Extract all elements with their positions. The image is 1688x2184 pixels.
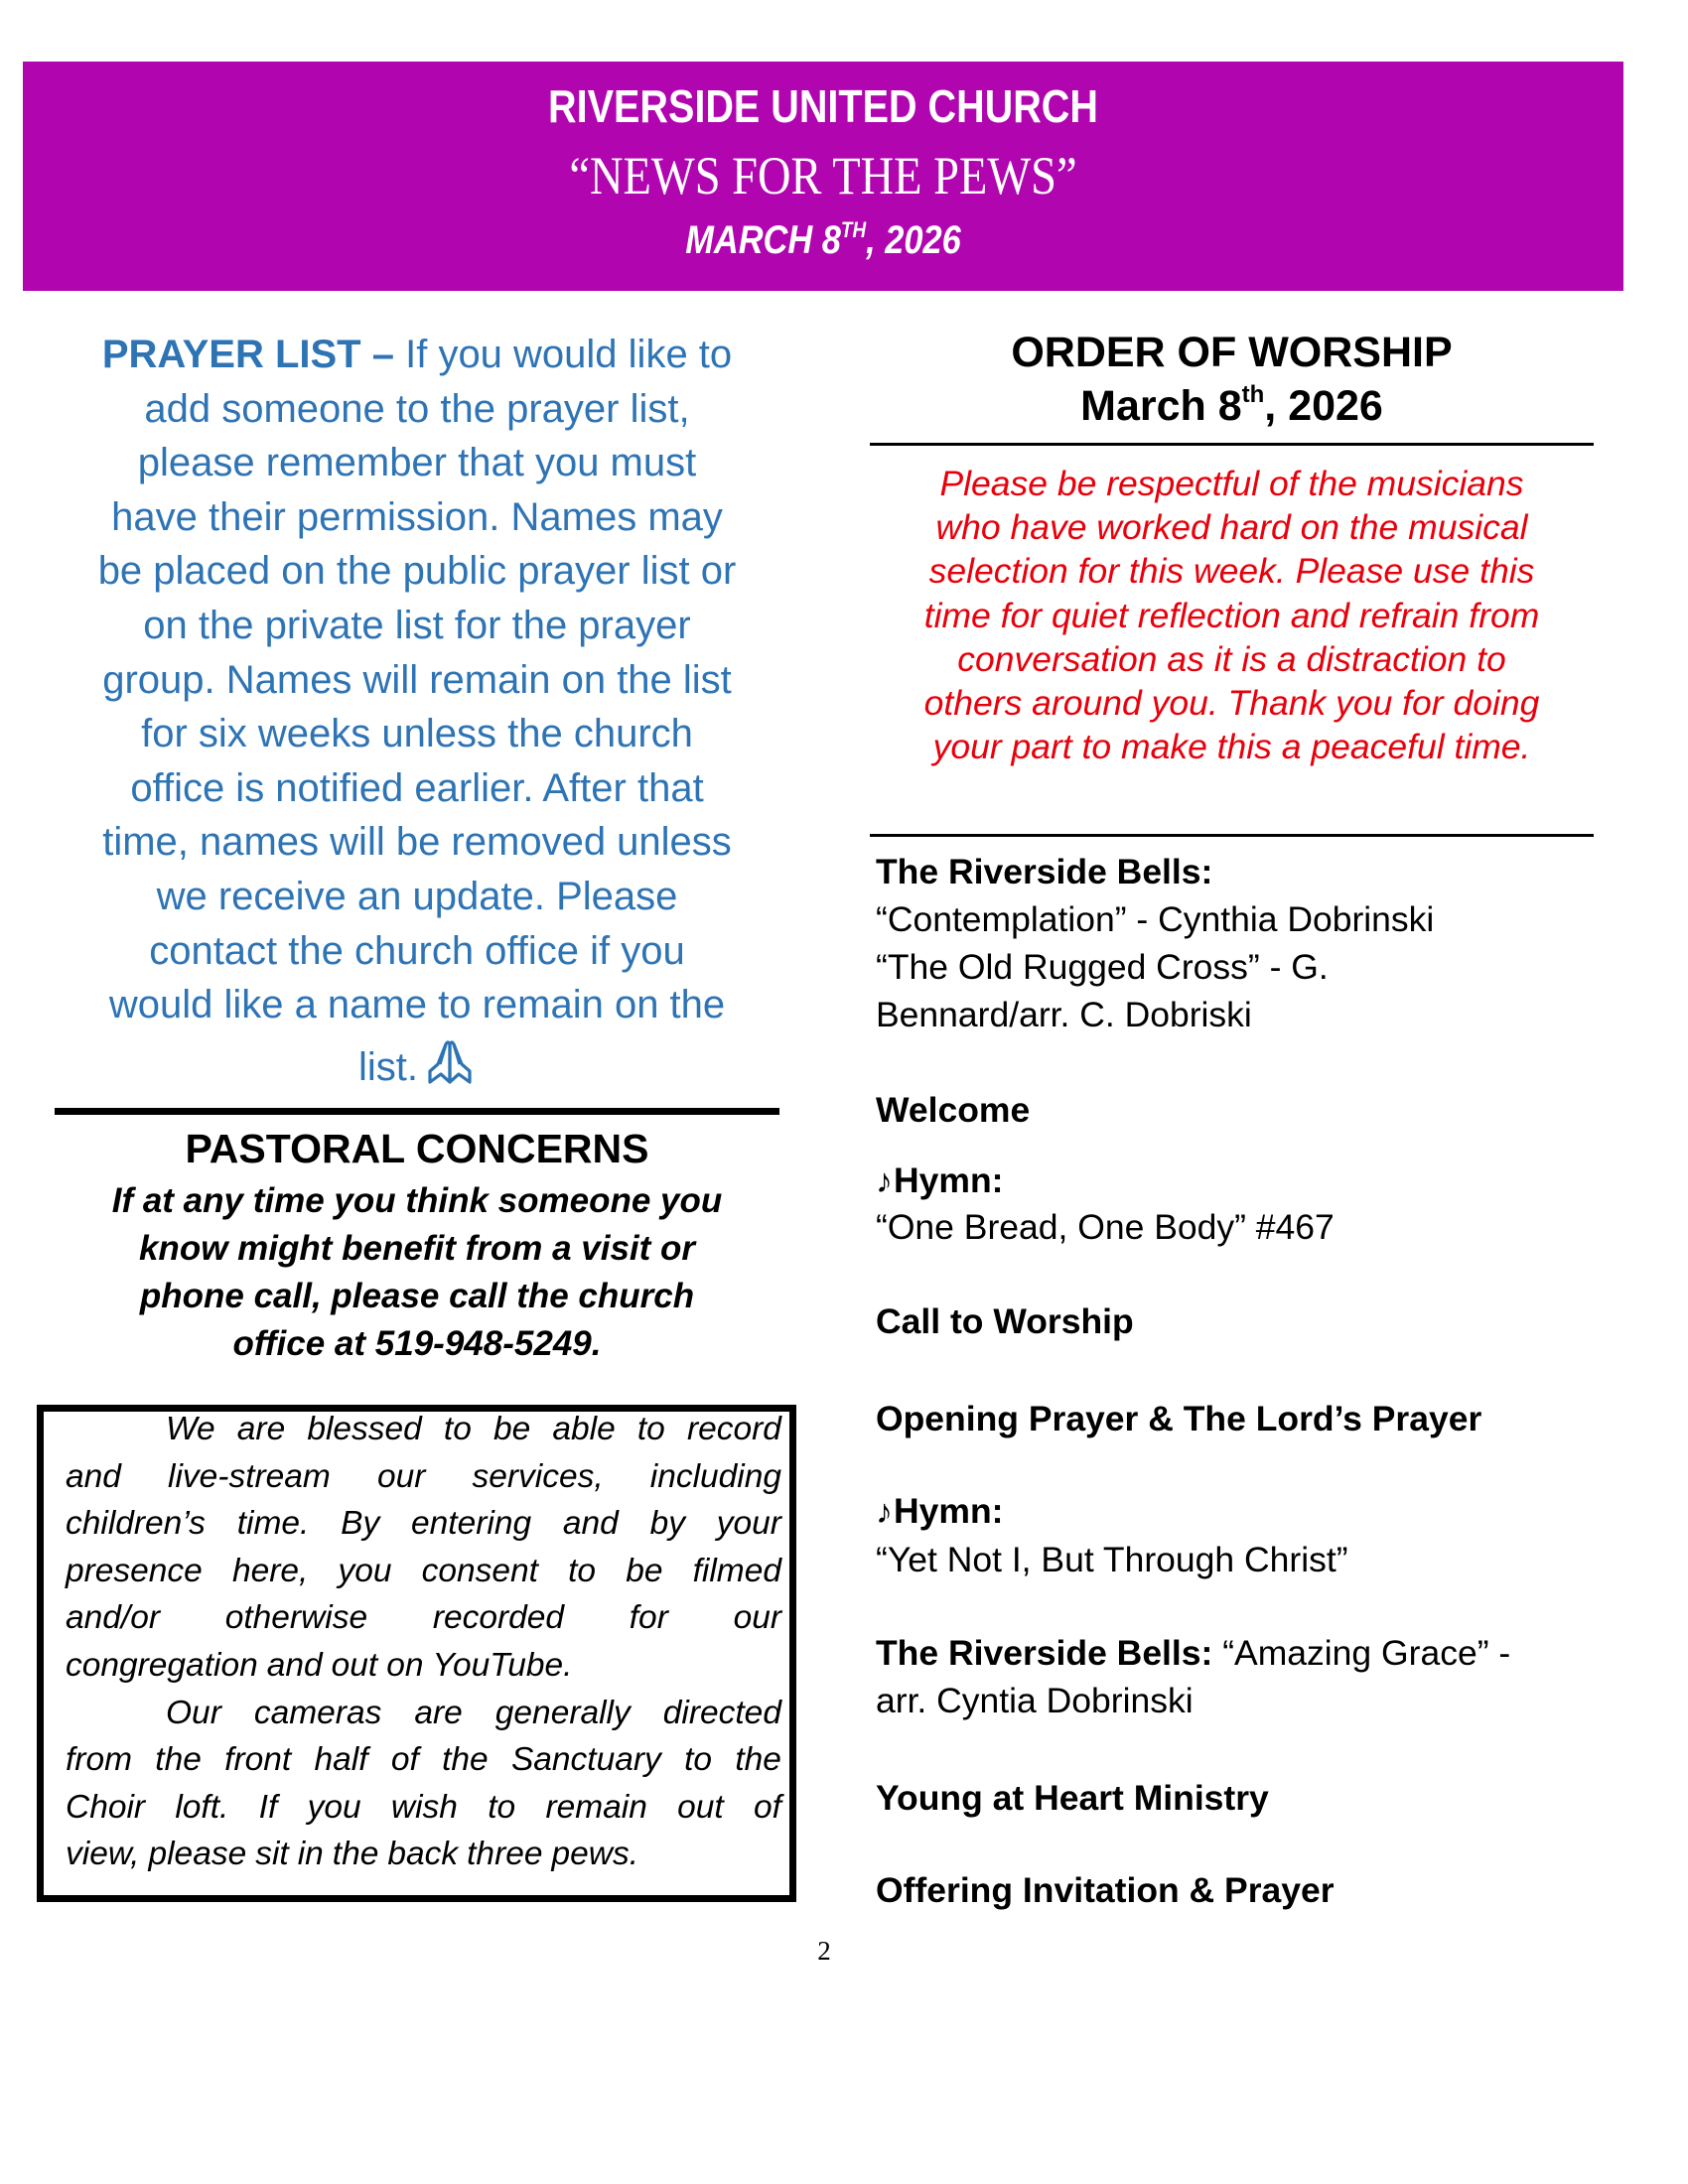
consent-word: live-stream [168, 1457, 331, 1495]
worship-item-offering: Offering Invitation & Prayer [876, 1870, 1335, 1910]
prayer-list-line: list. [55, 1038, 779, 1095]
consent-word: to [568, 1552, 597, 1589]
consent-word: the [442, 1741, 489, 1779]
prayer-list-line: contact the church office if you [149, 928, 685, 973]
consent-word: you [338, 1552, 392, 1589]
worship-item-welcome: Welcome [876, 1090, 1031, 1130]
consent-line [66, 1406, 781, 1453]
consent-line [66, 1736, 781, 1784]
consent-word: to [443, 1411, 472, 1447]
recording-consent-box [37, 1405, 796, 1902]
consent-word: by [649, 1505, 685, 1543]
recording-consent-text [66, 1406, 781, 1878]
consent-word: children’s [66, 1505, 206, 1543]
consent-word: If [258, 1788, 278, 1826]
notice-line: your part to make this a peaceful time. [932, 727, 1531, 767]
worship-item-opening-prayer: Opening Prayer & The Lord’s Prayer [876, 1399, 1482, 1438]
notice-line: who have worked hard on the musical [935, 507, 1528, 548]
consent-word: front [224, 1741, 292, 1779]
newsletter-date-main: MARCH 8 [685, 218, 841, 262]
consent-word: Sanctuary [510, 1741, 661, 1779]
prayer-list-line: have their permission. Names may [111, 494, 723, 539]
consent-line [66, 1642, 781, 1690]
consent-word: your [716, 1505, 781, 1543]
worship-item-hymn-2: ♪Hymn: [876, 1491, 1004, 1531]
consent-word: entering [411, 1505, 532, 1543]
prayer-list-line: for six weeks unless the church [141, 712, 693, 756]
consent-word: our [376, 1457, 426, 1495]
prayer-list-heading: PRAYER LIST – [101, 333, 394, 376]
prayer-list-line: group. Names will remain on the list [102, 657, 732, 702]
consent-word: of [390, 1741, 419, 1779]
pastoral-concerns-title: PASTORAL CONCERNS [185, 1126, 649, 1171]
consent-word: be [626, 1552, 663, 1589]
prayer-list-line: be placed on the public prayer list or [97, 549, 737, 594]
worship-item-hymn-1: ♪Hymn: [876, 1160, 1004, 1200]
prayer-list-section [55, 328, 779, 1094]
consent-word: half [314, 1741, 368, 1779]
worship-divider-top [870, 443, 1594, 446]
notice-line: time for quiet reflection and refrain from [923, 595, 1540, 635]
worship-item-young-at-heart: Young at Heart Ministry [876, 1778, 1269, 1818]
consent-word: for [629, 1599, 668, 1637]
consent-word: to [636, 1411, 665, 1447]
consent-word: here, [231, 1552, 309, 1589]
consent-word: record [686, 1411, 781, 1447]
newsletter-date [135, 218, 1511, 263]
consent-line [66, 1690, 781, 1737]
consent-word: time. [236, 1505, 310, 1543]
consent-word: recorded [432, 1599, 565, 1637]
prayer-list-line: office is notified earlier. After that [130, 765, 704, 810]
consent-line [66, 1453, 781, 1501]
section-divider [55, 1108, 779, 1115]
notice-line: others around you. Thank you for doing [923, 683, 1540, 724]
consent-word: the [332, 1836, 379, 1873]
worship-item-bells-2: The Riverside Bells: “Amazing Grace” - [876, 1633, 1511, 1673]
prayer-list-line: PRAYER LIST – If you would like to [101, 333, 733, 376]
pastoral-line: If at any time you think someone you [111, 1181, 723, 1220]
consent-word: generally [494, 1694, 631, 1731]
consent-word: view, [66, 1836, 140, 1873]
consent-word: filmed [692, 1552, 781, 1589]
consent-word: are [414, 1694, 463, 1731]
consent-word: on [386, 1646, 424, 1684]
praying-hands-icon [424, 1038, 476, 1088]
consent-word: to [488, 1788, 516, 1826]
worship-item-hymn-2-title: “Yet Not I, But Through Christ” [876, 1540, 1348, 1579]
musicians-respect-notice [870, 462, 1594, 768]
consent-word: out [677, 1788, 724, 1826]
music-note-icon: ♪ [876, 1493, 893, 1531]
consent-word: and/or [66, 1599, 160, 1637]
order-of-worship-date: March 8th, 2026 [1080, 381, 1383, 430]
worship-item-bells-piece-2: “The Old Rugged Cross” - G. [876, 947, 1329, 987]
worship-item-bells-label: The Riverside Bells: [876, 852, 1213, 891]
worship-item-hymn-1-title: “One Bread, One Body” #467 [876, 1207, 1335, 1247]
consent-word: loft. [175, 1788, 229, 1826]
consent-word: and [562, 1505, 619, 1543]
consent-word: to [684, 1741, 713, 1779]
consent-word: pews. [551, 1836, 638, 1873]
consent-word: our [733, 1599, 781, 1637]
consent-line [66, 1784, 781, 1832]
worship-item-bells-piece-1: “Contemplation” - Cynthia Dobrinski [876, 899, 1435, 939]
prayer-list-line: add someone to the prayer list, [144, 386, 690, 431]
consent-word: YouTube. [432, 1646, 573, 1684]
consent-word: able [552, 1411, 616, 1447]
consent-word: back [387, 1836, 459, 1873]
consent-word: directed [662, 1694, 781, 1731]
consent-word: sit [255, 1836, 289, 1873]
notice-line: selection for this week. Please use this [928, 551, 1535, 592]
consent-word: presence [66, 1552, 203, 1589]
consent-line [66, 1500, 781, 1548]
music-note-icon: ♪ [876, 1162, 893, 1200]
consent-word: in [297, 1836, 324, 1873]
consent-word: including [649, 1457, 781, 1495]
notice-line: Please be respectful of the musicians [939, 464, 1524, 503]
order-of-worship-title: ORDER OF WORSHIP [1011, 329, 1453, 376]
prayer-list-line: we receive an update. Please [156, 874, 678, 918]
consent-word: congregation [66, 1646, 258, 1684]
consent-word: By [341, 1505, 380, 1543]
consent-word: remain [545, 1788, 647, 1826]
consent-word: blessed [307, 1411, 422, 1447]
prayer-list-line: please remember that you must [137, 441, 697, 485]
worship-item-bells-2-cont: arr. Cyntia Dobrinski [876, 1681, 1194, 1720]
notice-line: conversation as it is a distraction to [957, 638, 1506, 679]
consent-word: and [66, 1457, 121, 1495]
prayer-list-line: on the private list for the prayer [143, 603, 691, 647]
worship-divider-bottom [870, 834, 1594, 837]
consent-word: services, [472, 1457, 604, 1495]
consent-word: and [266, 1646, 323, 1684]
newsletter-date-suffix: TH [840, 217, 867, 242]
consent-word: out [331, 1646, 378, 1684]
consent-word: please [148, 1836, 247, 1873]
consent-word: wish [390, 1788, 458, 1826]
page-number: 2 [817, 1936, 831, 1966]
consent-word: are [236, 1411, 286, 1447]
prayer-list-line: would like a name to remain on the [108, 983, 726, 1027]
consent-word: the [155, 1741, 202, 1779]
consent-word: from [66, 1741, 132, 1779]
pastoral-line: know might benefit from a visit or [138, 1229, 696, 1268]
consent-word: you [307, 1788, 361, 1826]
pastoral-line: phone call, please call the church [139, 1277, 695, 1315]
church-name: RIVERSIDE UNITED CHURCH [548, 80, 1098, 132]
pastoral-line: office at 519-948-5249. [232, 1324, 602, 1363]
consent-word: otherwise [224, 1599, 368, 1637]
worship-item-call-to-worship: Call to Worship [876, 1301, 1134, 1341]
newsletter-date-year: , 2026 [866, 218, 961, 262]
consent-word: Choir [66, 1788, 146, 1826]
consent-word: three [467, 1836, 543, 1873]
consent-word: of [754, 1788, 781, 1826]
pastoral-concerns-text [55, 1177, 779, 1368]
consent-word: consent [421, 1552, 538, 1589]
prayer-list-line: time, names will be removed unless [102, 820, 732, 865]
newsletter-banner [23, 62, 1623, 291]
consent-word: be [493, 1411, 531, 1447]
worship-item-bells-piece-2-cont: Bennard/arr. C. Dobriski [876, 995, 1252, 1034]
newsletter-title: “NEWS FOR THE PEWS” [569, 146, 1077, 205]
consent-word: cameras [253, 1694, 382, 1731]
consent-word: Our [166, 1694, 221, 1731]
consent-word: the [735, 1741, 781, 1779]
consent-line [66, 1831, 781, 1878]
consent-line [66, 1548, 781, 1595]
consent-word: We [166, 1411, 215, 1447]
consent-line [66, 1594, 781, 1642]
